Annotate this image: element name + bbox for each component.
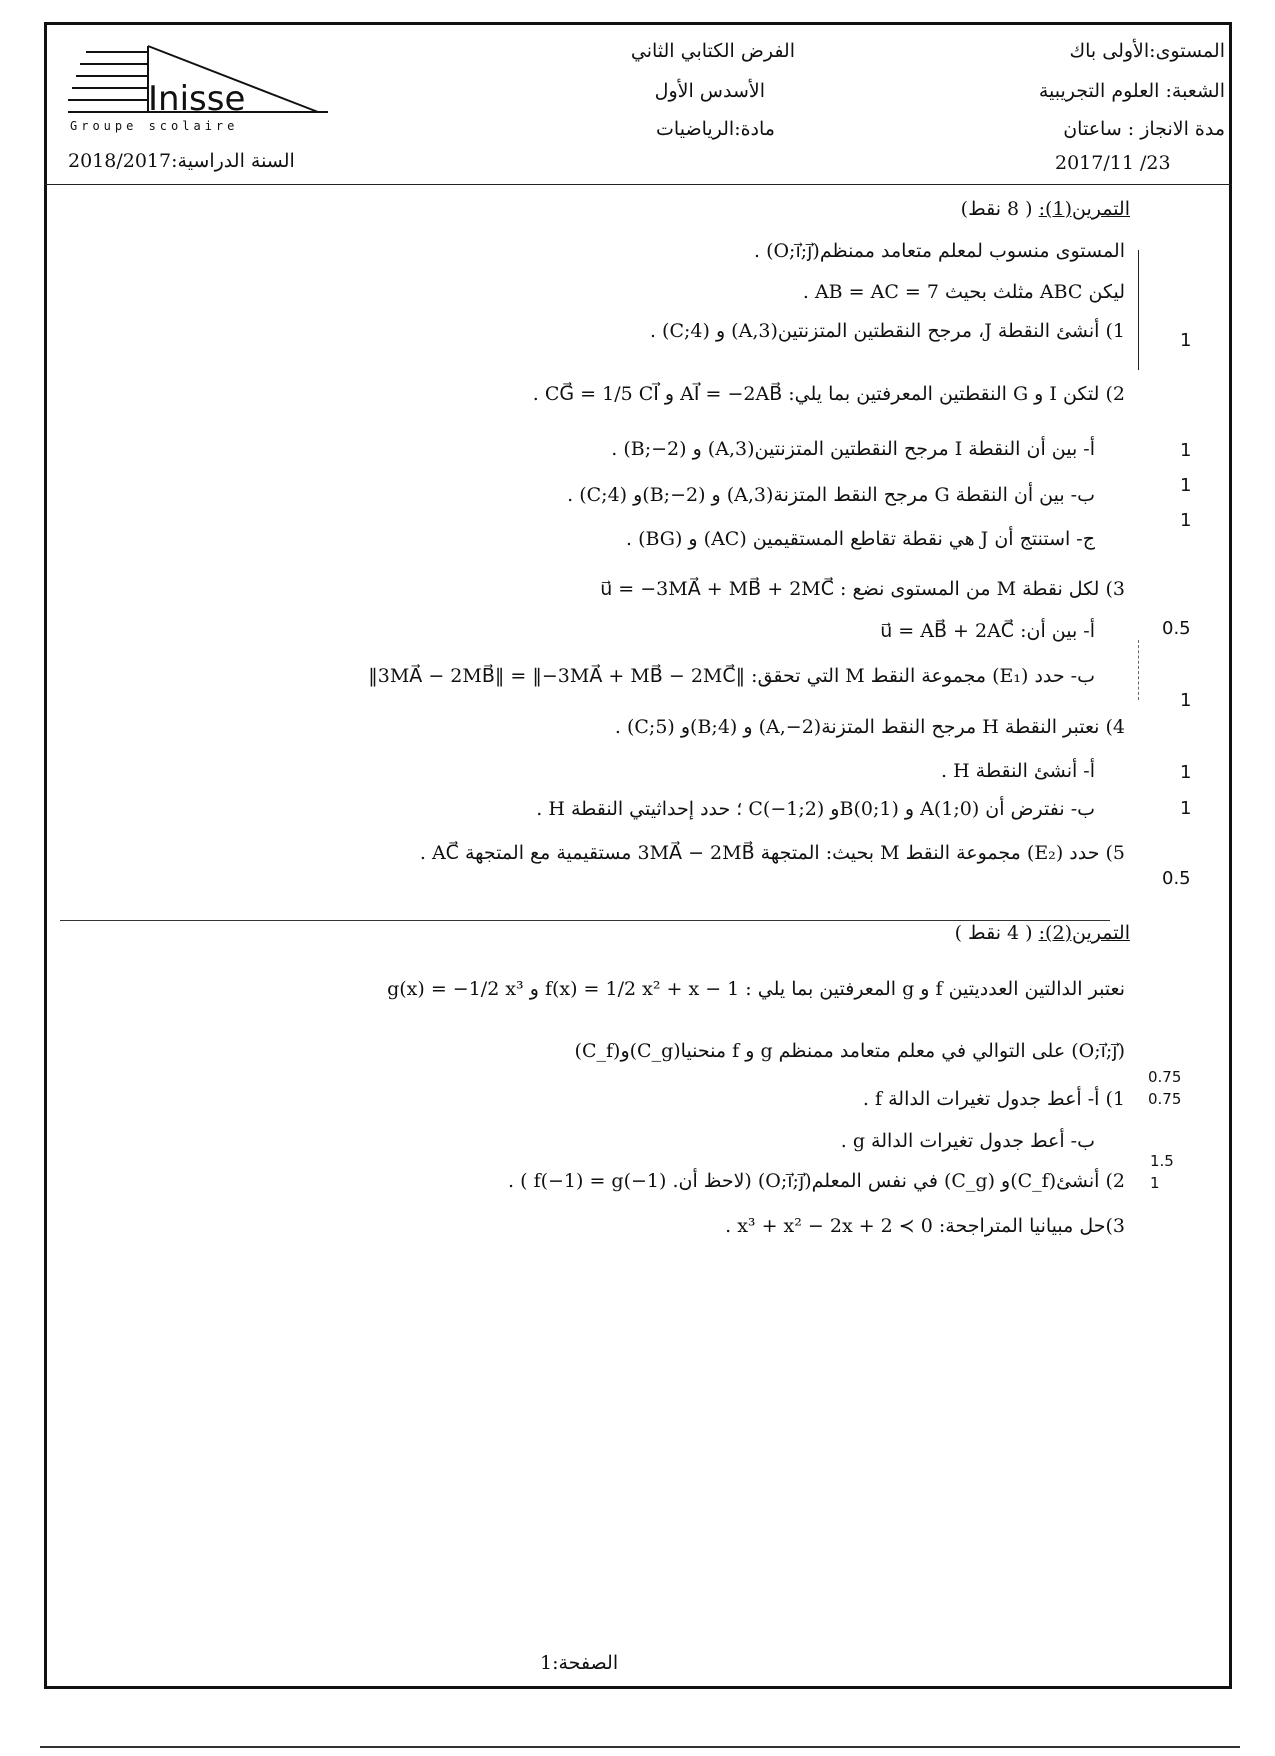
subject-text: مادة:الرياضيات	[656, 118, 775, 140]
mark: 0.75	[1148, 1090, 1182, 1108]
ex1-line: 2) لتكن I و G النقطتين المعرفتين بما يلي: AI⃗ = −2AB⃗ و CG⃗ = 1/5 CI⃗ .	[532, 383, 1125, 405]
mark: 1	[1180, 798, 1192, 819]
svg-text:Inisse: Inisse	[148, 79, 246, 119]
ex1-line: ليكن ABC مثلث بحيث AB = AC = 7 .	[802, 281, 1125, 303]
ex1-line: ب- حدد (E₁) مجموعة النقط M التي تحقق: ‖3MA⃗ − 2MB⃗‖ = ‖−3MA⃗ + MB⃗ − 2MC⃗‖	[368, 665, 1095, 687]
exercise2-title	[955, 922, 1130, 944]
ex1-line: 3) لكل نقطة M من المستوى نضع : u⃗ = −3MA⃗ + MB⃗ + 2MC⃗	[600, 578, 1125, 600]
ex2-line: 3)حل مبيانيا المتراجحة: x³ + x² − 2x + 2 ≺ 0 .	[725, 1215, 1125, 1237]
mark: 1	[1180, 330, 1192, 351]
ex1-line: المستوى منسوب لمعلم متعامد ممنظم(O;i⃗;j⃗) .	[753, 240, 1125, 262]
school-logo	[68, 38, 338, 138]
ex1-line: أ- بين أن: u⃗ = AB⃗ + 2AC⃗	[880, 620, 1095, 642]
level-text: المستوى:الأولى باك	[1069, 40, 1225, 62]
mark: 1	[1180, 762, 1192, 783]
ex1-line: 5) حدد (E₂) مجموعة النقط M بحيث: المتجهة 3MA⃗ − 2MB⃗ مستقيمية مع المتجهة AC⃗ .	[419, 842, 1125, 864]
exercise1-title-text: التمرين(1):	[1038, 198, 1130, 220]
mark: 1	[1180, 690, 1192, 711]
date-text: 2017/11 /23	[1055, 152, 1171, 174]
margin-rule-2	[1138, 640, 1139, 700]
mark: 1	[1180, 440, 1192, 461]
ex1-line: ج- استنتج أن J هي نقطة تقاطع المستقيمين (AC) و (BG) .	[625, 528, 1095, 550]
ex2-line: 2) أنشئ(C_f)و (C_g) في نفس المعلم(O;i⃗;j⃗) (لاحظ أن. f(−1) = g(−1) ) .	[508, 1170, 1125, 1192]
mark: 0.5	[1162, 868, 1191, 889]
ex1-line: ب- نفترض أن A(1;0) و B(0;1)و C(−1;2) ؛ حدد إحداثيتي النقطة H .	[536, 798, 1095, 820]
exercise2-points: ( 4 نقط )	[954, 922, 1033, 944]
mark: 1	[1150, 1174, 1160, 1192]
mark: 1	[1180, 510, 1192, 531]
school-year-text: السنة الدراسية:2018/2017	[68, 150, 295, 172]
exercise2-title-text: التمرين(2):	[1038, 922, 1130, 944]
mark: 0.75	[1148, 1068, 1182, 1086]
ex2-line: (C_f)و(C_g)منحنيا f و g على التوالي في معلم متعامد ممنظم (O;i⃗;j⃗)	[574, 1040, 1125, 1062]
page-number: الصفحة:1	[540, 1652, 619, 1674]
margin-rule	[1138, 250, 1139, 370]
ex1-line: ب- بين أن النقطة G مرجح النقط المتزنة(A,3) و (B;−2)و (C;4) .	[567, 484, 1095, 506]
mark: 1.5	[1150, 1152, 1174, 1170]
ex2-line: نعتبر الدالتين العدديتين f و g المعرفتين بما يلي : f(x) = 1/2 x² + x − 1 و g(x) = −1/2 x³	[387, 978, 1125, 1000]
scan-edge	[40, 1746, 1240, 1748]
ex1-line: 4) نعتبر النقطة H مرجح النقط المتزنة(A,−2) و (B;4)و (C;5) .	[614, 716, 1125, 738]
ex1-line: أ- بين أن النقطة I مرجح النقطتين المتزنتين(A,3) و (B;−2) .	[611, 438, 1095, 460]
exam-title: الفرض الكتابي الثاني	[630, 40, 795, 62]
exercise1-points: ( 8 نقط)	[960, 198, 1033, 220]
branch-text: الشعبة: العلوم التجريبية	[1038, 80, 1225, 102]
exercise-divider	[60, 920, 1110, 921]
ex2-line: 1) أ- أعط جدول تغيرات الدالة f .	[862, 1088, 1125, 1110]
mark: 0.5	[1162, 618, 1191, 639]
exercise1-title	[961, 198, 1130, 220]
ex1-line: 1) أنشئ النقطة J، مرجح النقطتين المتزنتين(A,3) و (C;4) .	[649, 320, 1125, 342]
ex1-line: أ- أنشئ النقطة H .	[940, 760, 1095, 782]
header-divider	[44, 184, 1232, 185]
semester-text: الأسدس الأول	[654, 80, 765, 102]
mark: 1	[1180, 475, 1192, 496]
duration-text: مدة الانجاز : ساعتان	[1063, 118, 1225, 140]
ex2-line: ب- أعط جدول تغيرات الدالة g .	[840, 1130, 1095, 1152]
svg-text:Groupe scolaire: Groupe scolaire	[70, 119, 239, 133]
